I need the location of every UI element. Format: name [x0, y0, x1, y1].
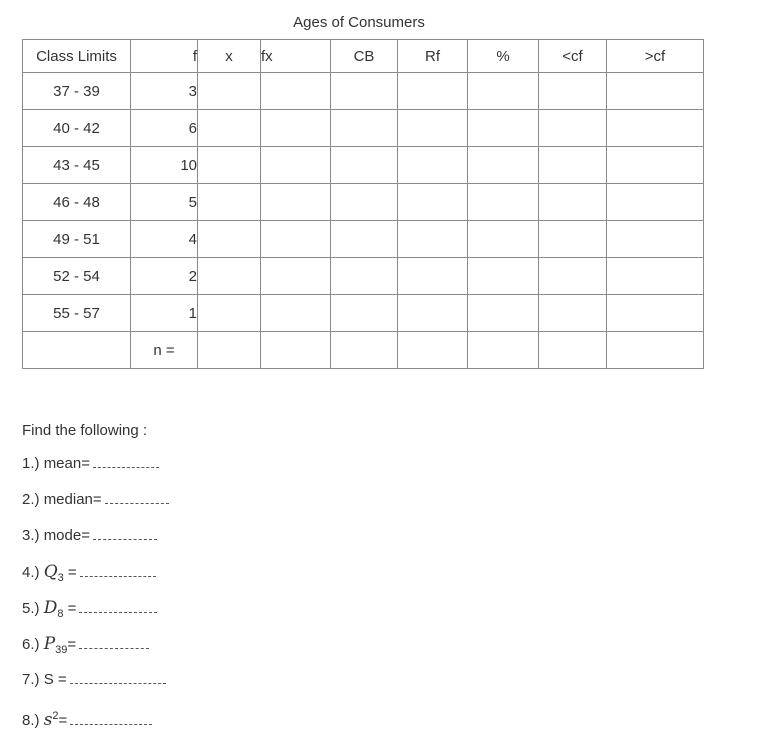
percentile-subscript: 39 — [55, 644, 68, 656]
questions-prompt: Find the following : — [22, 422, 148, 439]
s-squared-answer-blank[interactable] — [70, 710, 152, 725]
fx-cell[interactable] — [261, 73, 331, 110]
less-cf-cell[interactable] — [539, 332, 607, 369]
header-row — [23, 40, 704, 73]
total-class-cell — [23, 332, 131, 369]
question-number: 8.) — [22, 712, 40, 729]
frequency-cell: 1 — [131, 295, 198, 332]
x-cell[interactable] — [198, 147, 261, 184]
frequency-cell: 2 — [131, 258, 198, 295]
rf-cell[interactable] — [398, 147, 468, 184]
cb-cell[interactable] — [331, 221, 398, 258]
rf-total-cell[interactable] — [398, 332, 468, 369]
x-cell[interactable] — [198, 221, 261, 258]
fx-total-cell[interactable] — [261, 332, 331, 369]
fx-cell[interactable] — [261, 147, 331, 184]
frequency-cell: 3 — [131, 73, 198, 110]
question-number: 6.) — [22, 636, 40, 653]
question-mean — [22, 453, 169, 489]
frequency-cell: 5 — [131, 184, 198, 221]
header-less-cf: <cf — [539, 40, 607, 73]
question-label: mode= — [43, 527, 90, 544]
question-number: 4.) — [22, 564, 40, 581]
table-row — [23, 73, 704, 110]
header-cb: CB — [331, 40, 398, 73]
rf-cell[interactable] — [398, 73, 468, 110]
less-cf-cell[interactable] — [539, 295, 607, 332]
question-median — [22, 489, 169, 525]
fx-cell[interactable] — [261, 221, 331, 258]
q3-answer-blank[interactable] — [80, 562, 156, 577]
greater-cf-cell[interactable] — [607, 332, 704, 369]
frequency-table — [22, 39, 704, 369]
x-cell[interactable] — [198, 332, 261, 369]
question-equals: = — [58, 712, 68, 729]
percent-cell[interactable] — [468, 295, 539, 332]
cb-cell[interactable] — [331, 295, 398, 332]
questions-section — [22, 422, 169, 741]
greater-cf-cell[interactable] — [607, 295, 704, 332]
variance-symbol: s — [43, 710, 53, 730]
greater-cf-cell[interactable] — [607, 73, 704, 110]
class-limits-cell: 46 - 48 — [23, 184, 131, 221]
less-cf-cell[interactable] — [539, 258, 607, 295]
header-percent: % — [468, 40, 539, 73]
percent-cell[interactable] — [468, 73, 539, 110]
question-number: 2.) — [22, 491, 40, 508]
greater-cf-cell[interactable] — [607, 221, 704, 258]
percent-cell[interactable] — [468, 110, 539, 147]
less-cf-cell[interactable] — [539, 184, 607, 221]
x-cell[interactable] — [198, 73, 261, 110]
table-title: Ages of Consumers — [293, 14, 425, 31]
table-row — [23, 184, 704, 221]
less-cf-cell[interactable] — [539, 73, 607, 110]
class-limits-cell: 37 - 39 — [23, 73, 131, 110]
total-row — [23, 332, 704, 369]
class-limits-cell: 43 - 45 — [23, 147, 131, 184]
x-cell[interactable] — [198, 258, 261, 295]
question-s — [22, 669, 169, 705]
x-cell[interactable] — [198, 295, 261, 332]
table-row — [23, 147, 704, 184]
greater-cf-cell[interactable] — [607, 184, 704, 221]
decile-subscript: 8 — [57, 608, 64, 620]
greater-cf-cell[interactable] — [607, 147, 704, 184]
question-label: mean= — [43, 455, 90, 472]
class-limits-cell: 49 - 51 — [23, 221, 131, 258]
table-row — [23, 110, 704, 147]
header-f: f — [131, 40, 198, 73]
p39-answer-blank[interactable] — [79, 634, 149, 649]
greater-cf-cell[interactable] — [607, 258, 704, 295]
quartile-symbol: Q — [43, 562, 58, 582]
table-row — [23, 295, 704, 332]
less-cf-cell[interactable] — [539, 147, 607, 184]
d8-answer-blank[interactable] — [79, 598, 157, 613]
cb-cell[interactable] — [331, 73, 398, 110]
percentile-symbol: P — [43, 634, 56, 654]
median-answer-blank[interactable] — [105, 489, 169, 504]
fx-cell[interactable] — [261, 110, 331, 147]
class-limits-cell: 55 - 57 — [23, 295, 131, 332]
quartile-subscript: 3 — [57, 572, 64, 584]
question-p39 — [22, 633, 169, 669]
header-x: x — [198, 40, 261, 73]
x-cell[interactable] — [198, 184, 261, 221]
question-number: 3.) — [22, 527, 40, 544]
fx-cell[interactable] — [261, 295, 331, 332]
question-equals: = — [63, 600, 77, 617]
header-greater-cf: >cf — [607, 40, 704, 73]
fx-cell[interactable] — [261, 184, 331, 221]
rf-cell[interactable] — [398, 221, 468, 258]
frequency-cell: 4 — [131, 221, 198, 258]
greater-cf-cell[interactable] — [607, 110, 704, 147]
rf-cell[interactable] — [398, 258, 468, 295]
table-row — [23, 221, 704, 258]
percent-cell[interactable] — [468, 147, 539, 184]
cb-cell[interactable] — [331, 147, 398, 184]
cb-cell[interactable] — [331, 332, 398, 369]
question-label: median= — [43, 491, 102, 508]
rf-cell[interactable] — [398, 295, 468, 332]
question-equals: = — [63, 564, 77, 581]
class-limits-cell: 52 - 54 — [23, 258, 131, 295]
s-answer-blank[interactable] — [70, 669, 166, 684]
total-n-label: n = — [131, 332, 198, 369]
question-d8 — [22, 597, 169, 633]
percent-cell[interactable] — [468, 184, 539, 221]
question-equals: = — [67, 636, 77, 653]
percent-cell[interactable] — [468, 221, 539, 258]
x-cell[interactable] — [198, 110, 261, 147]
decile-symbol: D — [43, 598, 58, 618]
table-row — [23, 258, 704, 295]
question-number: 5.) — [22, 600, 40, 617]
question-number: 7.) — [22, 671, 40, 688]
header-class-limits: Class Limits — [23, 40, 131, 73]
cb-cell[interactable] — [331, 110, 398, 147]
question-label: S = — [43, 671, 67, 688]
cb-cell[interactable] — [331, 184, 398, 221]
mode-answer-blank[interactable] — [93, 525, 157, 540]
frequency-cell: 6 — [131, 110, 198, 147]
cb-cell[interactable] — [331, 258, 398, 295]
rf-cell[interactable] — [398, 110, 468, 147]
fx-cell[interactable] — [261, 258, 331, 295]
question-number: 1.) — [22, 455, 40, 472]
percent-cell[interactable] — [468, 258, 539, 295]
less-cf-cell[interactable] — [539, 110, 607, 147]
question-mode — [22, 525, 169, 561]
class-limits-cell: 40 - 42 — [23, 110, 131, 147]
header-fx: fx — [261, 40, 331, 73]
percent-total-cell[interactable] — [468, 332, 539, 369]
mean-answer-blank[interactable] — [93, 453, 159, 468]
variance-superscript: 2 — [52, 710, 59, 722]
less-cf-cell[interactable] — [539, 221, 607, 258]
question-q3 — [22, 561, 169, 597]
frequency-cell: 10 — [131, 147, 198, 184]
header-rf: Rf — [398, 40, 468, 73]
rf-cell[interactable] — [398, 184, 468, 221]
